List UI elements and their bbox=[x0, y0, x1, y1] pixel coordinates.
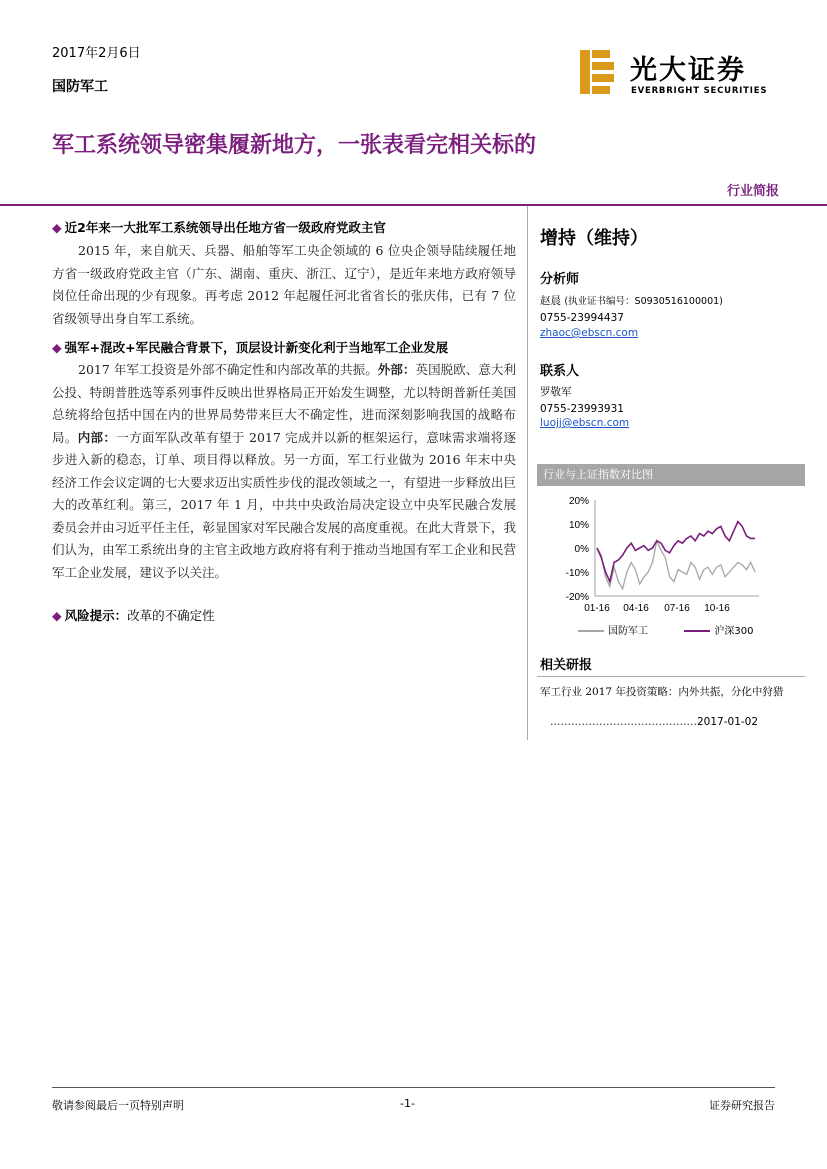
sector-label: 国防军工 bbox=[52, 79, 108, 95]
legend-swatch-1 bbox=[578, 630, 604, 632]
series-line-2 bbox=[597, 522, 755, 582]
everbright-logo-icon bbox=[580, 50, 614, 94]
y-tick-label: 20% bbox=[568, 496, 589, 507]
bullet-heading-3 bbox=[52, 606, 215, 624]
comparison-chart bbox=[537, 486, 805, 620]
diamond-icon: ◆ bbox=[52, 220, 62, 235]
legend-swatch-2 bbox=[684, 630, 710, 632]
rating: 增持（维持） bbox=[540, 228, 648, 249]
diamond-icon: ◆ bbox=[52, 340, 62, 355]
risk-label: 风险提示： bbox=[64, 608, 128, 623]
paragraph-2-internal-text: 一方面军队改革有望于 2017 完成并以新的框架运行，意味需求端将逐步进入新的稳态，订单、项目得以释放。另一方面，军工行业做为 2016 年末中央经济工作会议定调的七大要求迈出实质性步伐的混改领域之一，有望进一步释放出巨大的改革红利。第三，2017 年 1 月，中共中央政治局决定设立中央军民融合发展委员会并由习近平任主任，彰显国家对军民融合发展的高度重视。在此大背景下，我们认为，由军工系统出身的主官主政地方政府将有利于推动当地国有军工企业和民营军工企业发展，建议予以关注。 bbox=[52, 429, 516, 580]
y-tick-label: 10% bbox=[568, 520, 589, 531]
bullet-1-text: 近2年来一大批军工系统领导出任地方省一级政府党政主官 bbox=[64, 220, 386, 235]
report-title: 军工系统领导密集履新地方，一张表看完相关标的 bbox=[52, 133, 537, 158]
logo-text-en: EVERBRIGHT SECURITIES bbox=[631, 86, 768, 96]
analyst-name: 赵晨 bbox=[540, 295, 561, 307]
y-tick-label: -10% bbox=[565, 568, 589, 579]
paragraph-1-text: 2015 年，来自航天、兵器、船舶等军工央企领域的 6 位央企领导陆续履任地方省一级政府党政主官（广东、湖南、重庆、浙江、辽宁），是近年来地方政府领导岗位任命出现的少有现象。再考虑 2012 年起履任河北省省长的张庆伟，已有 7 位省级领导出身自军工系统。 bbox=[52, 243, 516, 326]
paragraph-1 bbox=[52, 240, 516, 330]
page-number: -1- bbox=[400, 1097, 415, 1110]
bullet-heading-1 bbox=[52, 218, 386, 236]
related-divider bbox=[537, 676, 805, 677]
x-tick-label: 01-16 bbox=[584, 603, 610, 614]
chart-title: 行业与上证指数对比图 bbox=[537, 464, 805, 486]
risk-text: 改革的不确定性 bbox=[127, 608, 215, 623]
column-divider bbox=[527, 206, 528, 740]
logo-text-cn: 光大证券 bbox=[630, 55, 746, 86]
paragraph-2-internal-label: 内部： bbox=[77, 429, 117, 445]
footer-disclaimer: 敬请参阅最后一页特别声明 bbox=[52, 1099, 184, 1112]
paragraph-2 bbox=[52, 359, 516, 584]
paragraph-2-external-label: 外部： bbox=[377, 362, 416, 377]
footer-doc-type: 证券研究报告 bbox=[709, 1099, 775, 1112]
analyst-cert: (执业证书编号：S0930516100001) bbox=[564, 296, 723, 307]
chart-legend bbox=[578, 622, 753, 637]
report-type-label: 行业简报 bbox=[726, 184, 779, 199]
related-heading: 相关研报 bbox=[540, 658, 593, 673]
contact-phone: 0755-23993931 bbox=[540, 403, 624, 415]
bullet-heading-2 bbox=[52, 338, 448, 356]
contact-email-link[interactable]: luojj@ebscn.com bbox=[540, 417, 630, 429]
diamond-icon: ◆ bbox=[52, 608, 62, 623]
bullet-2-text: 强军+混改+军民融合背景下，顶层设计新变化利于当地军工企业发展 bbox=[64, 340, 449, 355]
y-tick-label: 0% bbox=[574, 544, 589, 555]
y-tick-label: -20% bbox=[565, 592, 589, 603]
analyst-phone: 0755-23994437 bbox=[540, 312, 624, 324]
header-divider bbox=[0, 204, 827, 206]
related-report-date-line bbox=[550, 716, 758, 728]
series-line-1 bbox=[597, 541, 755, 589]
footer-divider bbox=[52, 1087, 775, 1088]
paragraph-2-intro: 2017 年军工投资是外部不确定性和内部改革的共振。 bbox=[78, 362, 378, 377]
legend-label-1: 国防军工 bbox=[608, 626, 648, 637]
x-tick-label: 10-16 bbox=[704, 603, 730, 614]
contact-name: 罗敬军 bbox=[540, 386, 572, 398]
paragraph-2-external-text: 英国脱欧、意大利公投、特朗普胜选等系列事件反映出世界格局正开始发生调整，尤以特朗普新任美国总统将给包括中国在内的世界局势带来巨大不确定性，进而深刻影响我国的战略布局。 bbox=[52, 362, 516, 445]
leader-dots: …………………………………… bbox=[550, 716, 697, 728]
x-tick-label: 04-16 bbox=[623, 603, 649, 614]
analyst-info bbox=[540, 293, 723, 310]
analyst-heading: 分析师 bbox=[540, 272, 580, 287]
report-date: 2017年2月6日 bbox=[52, 46, 141, 61]
related-report-date: 2017-01-02 bbox=[697, 716, 759, 728]
analyst-email-link[interactable]: zhaoc@ebscn.com bbox=[540, 327, 639, 339]
x-tick-label: 07-16 bbox=[664, 603, 690, 614]
contact-heading: 联系人 bbox=[540, 364, 580, 379]
related-report-title[interactable]: 军工行业 2017 年投资策略：内外共振，分化中狩猎 bbox=[540, 686, 784, 698]
legend-label-2: 沪深300 bbox=[714, 626, 754, 637]
